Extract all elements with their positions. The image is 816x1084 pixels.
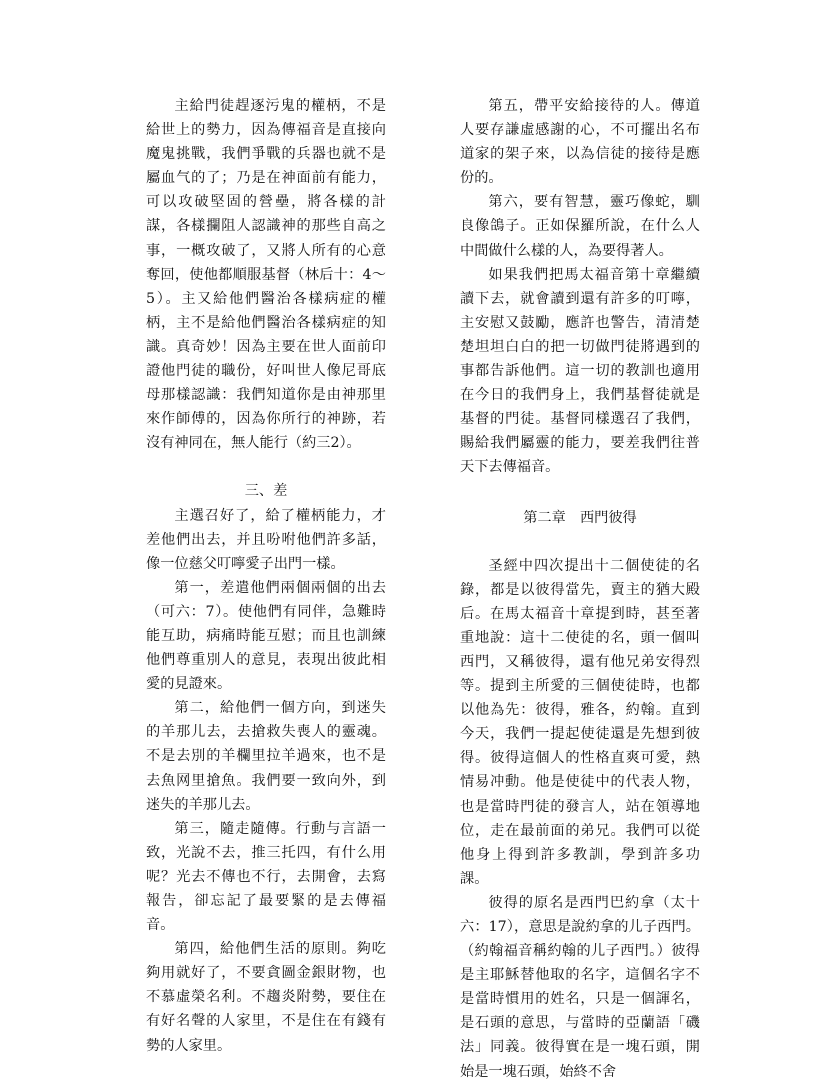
paragraph-fifth-point: 第五，帶平安給接待的人。傳道人要存謙虛感謝的心，不可擺出名布道家的架子來，以為信徒的接待是應份的。 [460,98,700,187]
paragraph-fourth-point: 第四，給他們生活的原則。夠吃夠用就好了，不要貪圖金銀財物，也不慕虛榮名利。不趨炎附勢，要住在有好名聲的人家里，不是住在有錢有勢的人家里。 [146,941,386,1054]
chapter-heading: 第二章 西門彼得 [523,509,637,526]
paragraph-peter-name: 彼得的原名是西門巴約拿（太十六：17），意思是說約拿的儿子西門。（約翰福音稱約翰的儿子西門。）彼得是主耶穌替他取的名字，這個名字不是當時慣用的姓名，只是一個諢名，是石頭的意思，与當時的亞蘭語「磯法」同義。彼得實在是一塊石頭，開始是一塊石頭，始終不舍 [460,894,700,1080]
paragraph-first-point: 第一，差遣他們兩個兩個的出去（可六：7）。使他們有同伴，急難時能互助，病痛時能互慰；而且也訓練他們尊重別人的意見，表現出彼此相愛的見證來。 [146,579,386,693]
paragraph-sending-out: 主選召好了，給了權柄能力，才差他們出去，并且吩咐他們許多話，像一位慈父叮嚀愛子出門一樣。 [146,507,386,572]
paragraph-sixth-point: 第六，要有智慧，靈巧像蛇，馴良像鴿子。正如保羅所說，在什么人中間做什么樣的人，為要得著人。 [460,194,700,259]
paragraph-third-point: 第三，隨走隨傳。行動与言語一致，光說不去，推三托四，有什么用呢？光去不傳也不行，去開會，去寫報告，卻忘記了最要緊的是去傳福音。 [146,820,386,934]
left-column [146,94,386,1058]
right-column [460,94,700,1084]
paragraph-apostle-list: 圣經中四次提出十二個使徒的名錄，都是以彼得當先，賣主的猶大殿后。在馬太福音十章提到時，甚至著重地說：這十二使徒的名，頭一個叫西門，又稱彼得，還有他兄弟安得烈等。提到主所愛的三個使徒時，也都以他為先：彼得，雅各，約翰。直到今天，我們一提起使徒還是先想到彼得。彼得這個人的性格直爽可愛，熱情易冲動。他是使徒中的代表人物，也是當時門徒的發言人，站在領導地位，走在最前面的弟兄。我們可以從他身上得到許多教訓，學到許多功課。 [460,557,700,887]
section-heading-send: 三、差 [244,483,288,500]
paragraph-matthew-ten: 如果我們把馬太福音第十章繼續讀下去，就會讀到還有許多的叮嚀，主安慰又鼓勵，應許也警告，清清楚楚坦坦白白的把一切做門徒將遇到的事都告訴他們。這一切的教訓也適用在今日的我們身上，我們基督徒就是基督的門徒。基督同樣選召了我們，賜給我們屬靈的能力，要差我們往普天下去傳福音。 [460,266,700,476]
paragraph-second-point: 第二，給他們一個方向，到迷失的羊那儿去，去搶救失喪人的靈魂。不是去別的羊欄里拉羊過來，也不是去魚网里搶魚。我們要一致向外，到迷失的羊那儿去。 [146,700,386,813]
paragraph-authority: 主給門徒趕逐污鬼的權柄，不是給世上的勢力，因為傳福音是直接向魔鬼挑戰，我們爭戰的兵器也就不是屬血气的了；乃是在神面前有能力，可以攻破堅固的營壘，將各樣的計謀，各樣攔阻人認識神的那些自高之事，一概攻破了，又將人所有的心意奪回，使他都順服基督（林后十：4～5）。主又給他們醫治各樣病症的權柄，主不是給他們醫治各樣病症的知識。真奇妙！因為主要在世人面前印證他門徒的職份，好叫世人像尼哥底母那樣認識：我們知道你是由神那里來作師傅的，因為你所行的神跡，若沒有神同在，無人能行（約三2）。 [146,98,386,452]
